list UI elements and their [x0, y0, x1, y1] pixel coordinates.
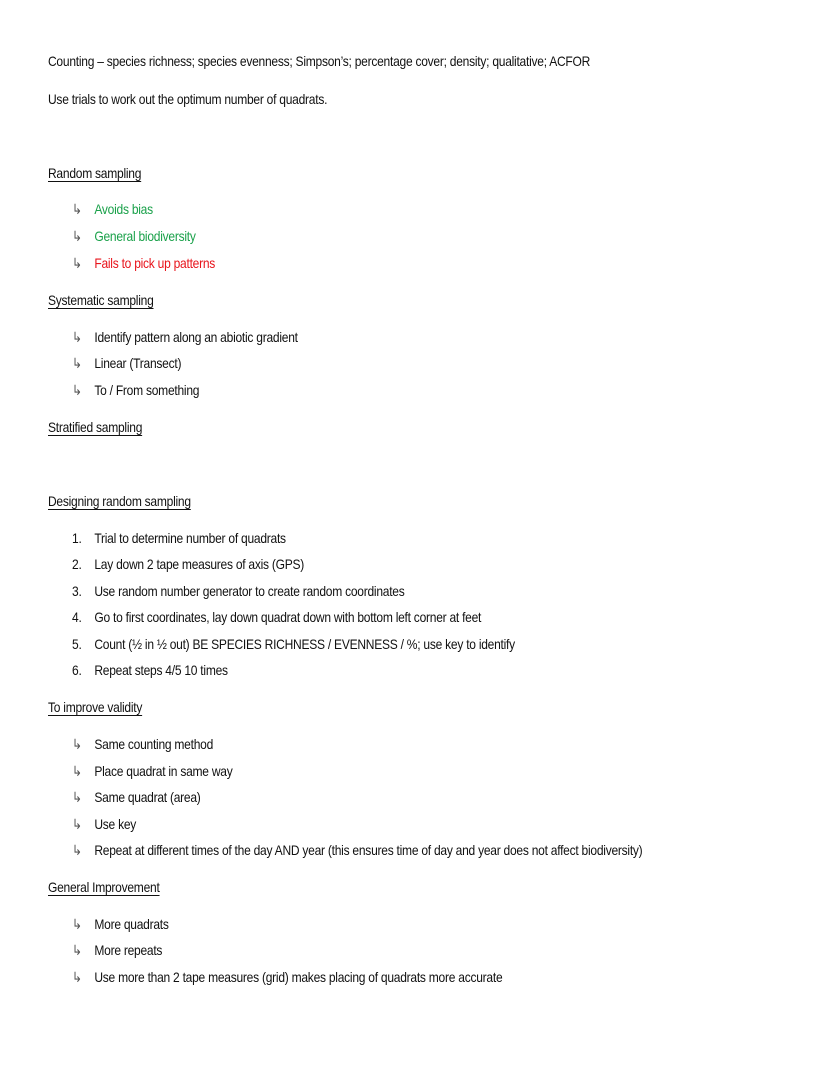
- list-item: [72, 815, 136, 833]
- step-number: 4.: [72, 609, 82, 625]
- list-item: [72, 762, 232, 780]
- step-number: 2.: [72, 556, 82, 572]
- list-item: [72, 735, 213, 753]
- list-item: [72, 555, 304, 573]
- arrow-icon: ↳: [72, 201, 82, 217]
- list-item: [72, 841, 642, 859]
- list-item: [72, 582, 405, 600]
- list-item-text: Identify pattern along an abiotic gradient: [94, 329, 298, 345]
- list-item-text: Use key: [94, 816, 137, 832]
- arrow-icon: ↳: [72, 969, 82, 985]
- list-item: [72, 381, 199, 399]
- arrow-icon: ↳: [72, 942, 82, 958]
- list-item: [72, 328, 298, 346]
- arrow-icon: ↳: [72, 329, 82, 345]
- list-item-text: Repeat at different times of the day AND year (this ensures time of day and year does not affect biodiversity): [94, 842, 643, 858]
- step-number: 6.: [72, 662, 82, 678]
- step-text: Lay down 2 tape measures of axis (GPS): [94, 556, 305, 572]
- list-item: [72, 788, 201, 806]
- intro-counting-line: Counting – species richness; species evenness; Simpson’s; percentage cover; density; qualitative; ACFOR: [48, 53, 591, 69]
- arrow-icon: ↳: [72, 816, 82, 832]
- arrow-icon: ↳: [72, 355, 82, 371]
- heading-improve-validity: To improve validity: [48, 699, 143, 715]
- list-item-text: Avoids bias: [94, 201, 153, 217]
- arrow-icon: ↳: [72, 916, 82, 932]
- step-number: 3.: [72, 583, 82, 599]
- arrow-icon: ↳: [72, 842, 82, 858]
- list-item: [72, 635, 515, 653]
- arrow-icon: ↳: [72, 382, 82, 398]
- arrow-icon: ↳: [72, 763, 82, 779]
- intro-trials-line: Use trials to work out the optimum number of quadrats.: [48, 91, 328, 107]
- list-item: [72, 354, 181, 372]
- list-item-text: Place quadrat in same way: [94, 763, 233, 779]
- list-item: [72, 254, 215, 272]
- list-item: [72, 968, 502, 986]
- step-text: Go to first coordinates, lay down quadrat down with bottom left corner at feet: [94, 609, 482, 625]
- list-item: [72, 529, 286, 547]
- step-text: Repeat steps 4/5 10 times: [94, 662, 228, 678]
- heading-designing-random-sampling: Designing random sampling: [48, 493, 191, 509]
- list-item: [72, 661, 228, 679]
- heading-general-improvement: General Improvement: [48, 879, 160, 895]
- list-item-text: Linear (Transect): [94, 355, 182, 371]
- heading-systematic-sampling: Systematic sampling: [48, 292, 154, 308]
- heading-stratified-sampling: Stratified sampling: [48, 419, 143, 435]
- step-number: 5.: [72, 636, 82, 652]
- arrow-icon: ↳: [72, 255, 82, 271]
- heading-random-sampling: Random sampling: [48, 165, 142, 181]
- arrow-icon: ↳: [72, 789, 82, 805]
- list-item: [72, 608, 481, 626]
- list-item-text: Use more than 2 tape measures (grid) makes placing of quadrats more accurate: [94, 969, 503, 985]
- list-item: [72, 915, 169, 933]
- list-item-text: General biodiversity: [94, 228, 196, 244]
- step-text: Use random number generator to create random coordinates: [94, 583, 405, 599]
- list-item-text: More repeats: [94, 942, 163, 958]
- list-item-text: More quadrats: [94, 916, 169, 932]
- list-item: [72, 227, 196, 245]
- list-item-text: Fails to pick up patterns: [94, 255, 216, 271]
- list-item: [72, 941, 162, 959]
- list-item-text: To / From something: [94, 382, 200, 398]
- step-number: 1.: [72, 530, 82, 546]
- arrow-icon: ↳: [72, 736, 82, 752]
- list-item-text: Same counting method: [94, 736, 214, 752]
- list-item: [72, 200, 153, 218]
- step-text: Trial to determine number of quadrats: [94, 530, 286, 546]
- arrow-icon: ↳: [72, 228, 82, 244]
- step-text: Count (½ in ½ out) BE SPECIES RICHNESS / EVENNESS / %; use key to identify: [94, 636, 515, 652]
- list-item-text: Same quadrat (area): [94, 789, 201, 805]
